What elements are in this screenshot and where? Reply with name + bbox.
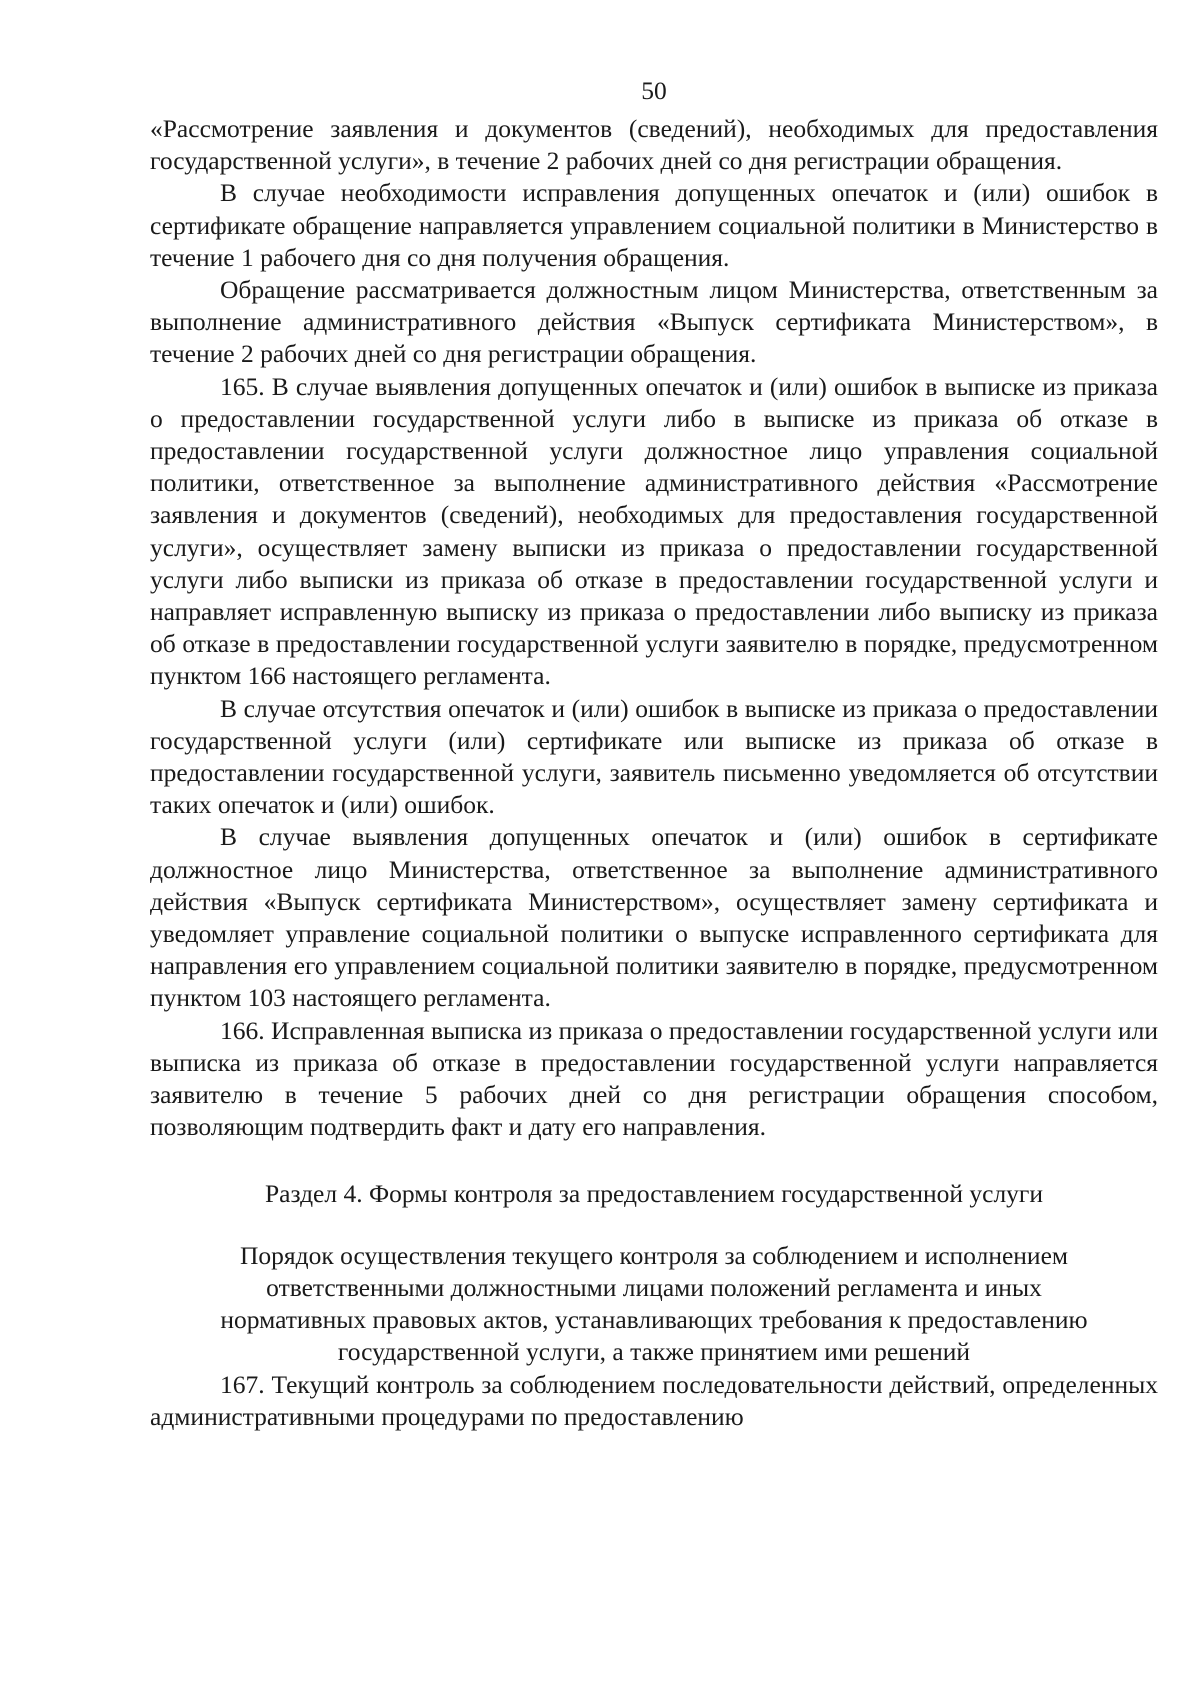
paragraph: В случае необходимости исправления допущенных опечаток и (или) ошибок в сертификате обращение направляется управлением социальной политики в Министерство в течение 1 рабочего дня со дня получения обращения.: [150, 178, 1158, 272]
document-page: [150, 75, 1158, 1433]
paragraph: В случае отсутствия опечаток и (или) ошибок в выписке из приказа о предоставлении государственной услуги (или) сертификате или выписке из приказа об отказе в предоставлении государственной услуги, заявитель письменно уведомляется об отсутствии таких опечаток и (или) ошибок.: [150, 693, 1158, 820]
paragraph: В случае выявления допущенных опечаток и (или) ошибок в сертификате должностное лицо Министерства, ответственное за выполнение административного действия «Выпуск сертификата Министерством», осуществляет замену сертификата и уведомляет управление социальной политики о выпуске исправленного сертификата для направления его управлением социальной политики заявителю в порядке, предусмотренном пунктом 103 настоящего регламента.: [150, 822, 1158, 1013]
subsection-title-line: ответственными должностными лицами положений регламента и иных: [266, 1272, 1042, 1302]
paragraph-166: 166. Исправленная выписка из приказа о предоставлении государственной услуги или выписка из приказа об отказе в предоставлении государственной услуги направляется заявителю в течение 5 рабочих дней со дня регистрации обращения способом, позволяющим подтвердить факт и дату его направления.: [150, 1015, 1158, 1142]
page-number: 50: [641, 76, 667, 105]
subsection-title: [150, 1240, 1158, 1369]
paragraph: «Рассмотрение заявления и документов (сведений), необходимых для предоставления государственной услуги», в течение 2 рабочих дней со дня регистрации обращения.: [150, 114, 1158, 176]
paragraph-167: 167. Текущий контроль за соблюдением последовательности действий, определенных административными процедурами по предоставлению: [150, 1369, 1158, 1431]
paragraph-165: 165. В случае выявления допущенных опечаток и (или) ошибок в выписке из приказа о предоставлении государственной услуги либо в выписке из приказа об отказе в предоставлении государственной услуги должностное лицо управления социальной политики, ответственное за выполнение административного действия «Рассмотрение заявления и документов (сведений), необходимых для предоставления государственной услуги», осуществляет замену выписки из приказа о предоставлении государственной услуги либо выписки из приказа об отказе в предоставлении государственной услуги и направляет исправленную выписку из приказа о предоставлении либо выписку из приказа об отказе в предоставлении государственной услуги заявителю в порядке, предусмотренном пунктом 166 настоящего регламента.: [150, 371, 1158, 691]
paragraph: Обращение рассматривается должностным лицом Министерства, ответственным за выполнение административного действия «Выпуск сертификата Министерством», в течение 2 рабочих дней со дня регистрации обращения.: [150, 275, 1158, 369]
section-title: Раздел 4. Формы контроля за предоставлением государственной услуги: [264, 1178, 1044, 1208]
subsection-title-line: нормативных правовых актов, устанавливающих требования к предоставлению: [220, 1305, 1088, 1335]
subsection-title-line: государственной услуги, а также принятием ими решений: [337, 1337, 971, 1367]
body-text: [150, 113, 1158, 1144]
subsection-title-line: Порядок осуществления текущего контроля за соблюдением и исполнением: [239, 1240, 1069, 1270]
